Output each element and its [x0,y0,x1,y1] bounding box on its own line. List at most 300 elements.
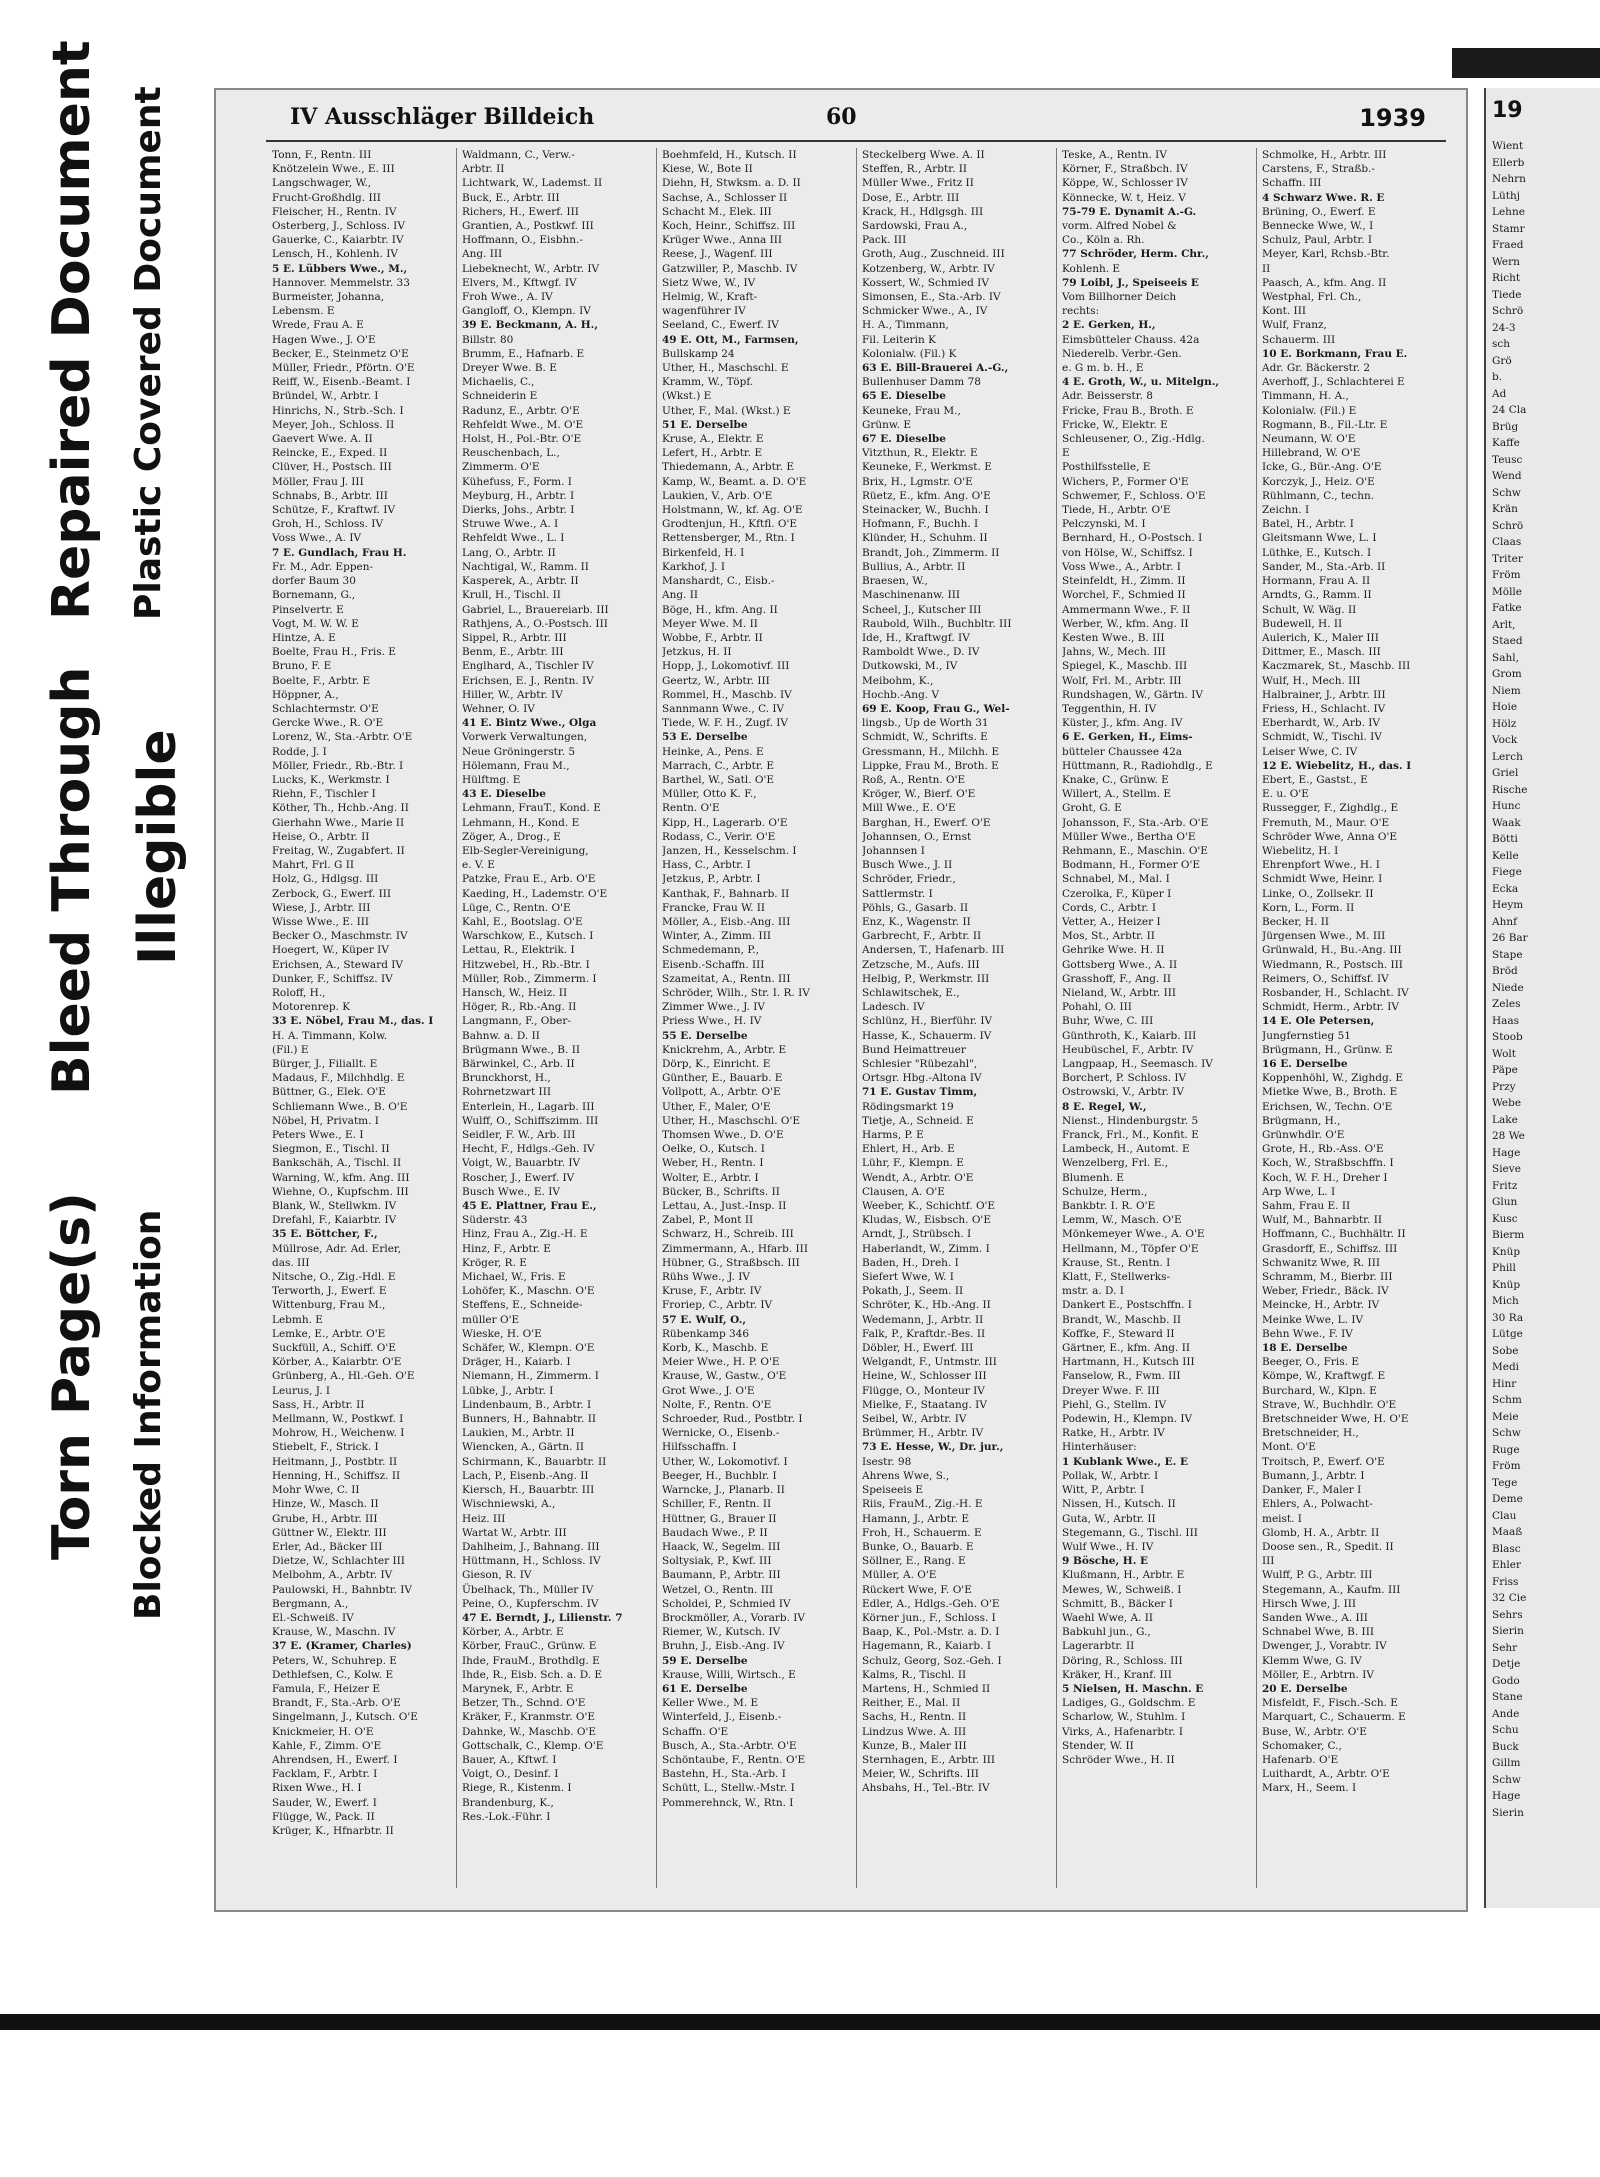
directory-entry: Schmolke, H., Arbtr. III [1262,149,1387,161]
directory-entry: Blank, W., Stellwkm. IV [272,1200,397,1213]
directory-entry: Aulerich, K., Maler III [1262,631,1379,644]
directory-entry: Stiebelt, F., Strick. I [272,1441,379,1454]
directory-entry: Wulf, Franz, [1262,319,1327,332]
column-6 [1262,148,1438,1796]
directory-entry: Groh, H., Schloss. IV [272,518,384,531]
label-illegible: Illegible [128,729,188,965]
directory-entry: Kolonialw. (Fil.) E [1262,404,1357,417]
directory-entry: Schleusener, O., Zig.-Hdlg. [1062,433,1205,446]
directory-entry: Thomsen Wwe., D. O'E [662,1129,784,1142]
directory-entry: Bretschneider Wwe, H. O'E [1262,1413,1409,1426]
directory-entry: e. G m. b. H., E [1062,362,1144,375]
directory-entry: Keuneke, F., Werkmst. E [862,461,992,474]
directory-entry: 63 E. Bill-Brauerei A.-G., [862,362,1009,375]
directory-entry: Meinke Wwe, L. IV [1262,1313,1364,1326]
directory-entry: müller O'E [462,1313,520,1326]
directory-entry: Kömpe, W., Kraftwgf. E [1262,1370,1386,1383]
directory-entry: Gabriel, L., Brauereiarb. III [462,603,609,616]
directory-entry: Hoffmann, O., Eisbhn.- [462,234,583,247]
directory-entry: Schiller, F., Rentn. II [662,1498,772,1511]
directory-entry: Wernicke, O., Eisenb.- [662,1427,780,1440]
directory-entry: Michael, W., Fris. E [462,1271,566,1284]
directory-entry: Sanden Wwe., A. III [1262,1611,1368,1624]
directory-entry: Flügge, W., Pack. II [272,1810,375,1823]
directory-entry: Melbohm, A., Arbtr. IV [272,1569,393,1582]
directory-entry: Schöntaube, F., Rentn. O'E [662,1753,806,1766]
directory-entry: Brümmer, H., Arbtr. IV [862,1427,984,1440]
directory-entry: Knötzelein Wwe., E. III [272,163,395,176]
directory-entry: Kotzenberg, W., Arbtr. IV [862,262,995,275]
fragment-entry: Glun [1492,1196,1518,1208]
directory-entry: Stegemann, G., Tischl. III [1062,1526,1198,1539]
directory-entry: Batel, H., Arbtr. I [1262,518,1354,531]
directory-entry: Baap, K., Pol.-Mstr. a. D. I [862,1626,1000,1639]
directory-entry: Famula, F., Heizer E [272,1682,381,1695]
directory-entry: Worchel, F., Schmied II [1062,589,1186,602]
directory-entry: Elvers, M., Kftwgf. IV [462,276,577,289]
directory-entry: Hüttner, G., Brauer II [662,1512,777,1525]
directory-entry: Keuneke, Frau M., [862,404,961,417]
directory-entry: Rentn. O'E [662,802,720,815]
directory-entry: Kesten Wwe., B. III [1062,631,1165,644]
directory-entry: Rixen Wwe., H. I [272,1782,362,1795]
fragment-entry: Kusc [1492,1212,1518,1225]
directory-entry: Frucht-Großhdlg. III [272,191,381,204]
directory-entry: Busch Wwe., E. IV [462,1185,560,1198]
directory-entry: Schaffn. III [1262,177,1322,190]
label-bleed-through: Bleed Through [42,666,102,1095]
directory-entry: Mönkemeyer Wwe., A. O'E [1062,1228,1205,1241]
directory-entry: Pack. III [862,234,907,247]
directory-entry: Bruhn, J., Eisb.-Ang. IV [662,1640,785,1653]
fragment-entry: 24 Cla [1492,404,1527,416]
directory-entry: Wolf, Frl. M., Arbtr. III [1062,674,1182,687]
directory-entry: 51 E. Derselbe [662,418,748,431]
directory-entry: Marynek, F., Arbtr. E [462,1682,574,1695]
directory-entry: Ostrowski, V., Arbtr. IV [1062,1086,1184,1099]
directory-entry: Paulowski, H., Bahnbtr. IV [272,1583,412,1596]
directory-entry: 57 E. Wulf, O., [662,1313,747,1326]
directory-entry: Dwenger, J., Vorabtr. IV [1262,1640,1387,1653]
directory-entry: Knickrehm, A., Arbtr. E [662,1043,787,1056]
directory-entry: Szameitat, A., Rentn. III [662,972,791,985]
directory-entry: Meier Wwe., H. P. O'E [662,1356,780,1369]
directory-entry: Gärtner, E., kfm. Ang. II [1062,1342,1190,1355]
directory-entry: Langmann, F., Ober- [462,1015,571,1028]
directory-entry: 37 E. (Kramer, Charles) [272,1640,412,1653]
fragment-entry: Wolt [1492,1047,1516,1060]
directory-entry: 18 E. Derselbe [1262,1342,1348,1355]
directory-entry: Liebeknecht, W., Arbtr. IV [462,262,600,275]
directory-entry: Lucks, K., Werkmstr. I [272,773,390,786]
directory-entry: 61 E. Derselbe [662,1682,748,1695]
directory-entry: Wetzel, O., Rentn. III [662,1583,774,1596]
fragment-entry: Arlt, [1492,618,1516,631]
directory-entry: Vom Billhorner Deich [1062,291,1177,304]
fragment-entry: Stape [1492,948,1523,961]
directory-entry: Rommel, H., Maschb. IV [662,688,792,701]
directory-entry: Rohrnetzwart III [462,1086,552,1099]
directory-entry: Haack, W., Segelm. III [662,1540,781,1553]
directory-entry: Hirsch Wwe, J. III [1262,1597,1357,1610]
directory-entry: Drefahl, F., Kaiarbtr. IV [272,1214,397,1227]
fragment-entry: Hölz [1492,717,1517,730]
directory-entry: Hilfsschaffn. I [662,1441,737,1454]
directory-entry: Andersen, T., Hafenarb. III [862,944,1005,957]
directory-entry: Welgandt, F., Untmstr. III [862,1356,997,1369]
directory-entry: Niemann, H., Zimmerm. I [462,1370,599,1383]
directory-entry: Rödingsmarkt 19 [862,1100,954,1113]
directory-entry: Fremuth, M., Maur. O'E [1262,816,1390,829]
directory-entry: Schwemer, F., Schloss. O'E [1062,489,1206,502]
directory-entry: 5 Nielsen, H. Maschn. E [1062,1682,1204,1695]
directory-entry: Heinke, A., Pens. E [662,745,764,758]
directory-entry: 79 Loibl, J., Speiseeis E [1062,276,1199,289]
adjacent-page-year: 19 [1492,98,1523,123]
directory-entry: Lindenbaum, B., Arbtr. I [462,1398,592,1411]
directory-entry: Roloff, H., [272,986,326,999]
section-title: IV Ausschläger Billdeich [290,104,595,130]
fragment-entry: Deme [1492,1493,1523,1505]
directory-entry: Pohahl, O. III [1062,1001,1132,1014]
directory-entry: Schröder, Friedr., [862,873,956,886]
directory-entry: Uther, F., Mal. (Wkst.) E [662,404,791,417]
directory-entry: Kossert, W., Schmied IV [862,276,989,289]
directory-entry: Söllner, E., Rang. E [862,1555,966,1568]
fragment-entry: Lerch [1492,750,1523,763]
directory-entry: Boelte, F., Arbtr. E [272,674,371,687]
fragment-entry: Godo [1492,1674,1520,1687]
directory-entry: Schröder Wwe, Anna O'E [1262,830,1398,843]
directory-entry: Schliemann Wwe., B. O'E [272,1100,408,1113]
fragment-entry: Stane [1492,1691,1523,1703]
directory-entry: Brumm, E., Hafnarb. E [462,347,585,360]
directory-entry: Tonn, F., Rentn. III [272,149,372,161]
directory-entry: Eisenb.-Schaffn. III [662,958,765,971]
fragment-entry: Vock [1492,734,1518,746]
directory-entry: 67 E. Dieselbe [862,433,946,446]
directory-entry: e. V. E [462,859,495,872]
directory-entry: Hiller, W., Arbtr. IV [462,688,563,701]
directory-entry: Körner jun., F., Schloss. I [862,1611,996,1624]
directory-entry: Riis, FrauM., Zig.-H. E [862,1498,983,1511]
directory-entry: Bornemann, G., [272,589,356,602]
directory-entry: Wedemann, J., Arbtr. II [862,1313,984,1326]
directory-entry: Vogt, M. W. W. E [272,617,359,630]
directory-entry: Franck, Frl., M., Konfit. E [1062,1129,1199,1142]
directory-entry: 2 E. Gerken, H., [1062,319,1156,332]
fragment-entry: Maaß [1492,1526,1523,1538]
directory-entry: Nachtigal, W., Ramm. II [462,560,589,573]
directory-entry: Krause, W., Maschn. IV [272,1626,396,1639]
directory-entry: Müller, Rob., Zimmerm. I [462,972,597,985]
directory-entry: Scheel, J., Kutscher III [862,603,982,616]
directory-entry: Hochb.-Ang. V [862,688,940,701]
fragment-entry: 26 Bar [1492,932,1528,944]
directory-entry: Schlesier "Rübezahl", [862,1058,978,1070]
directory-entry: Kräker, H., Kranf. III [1062,1668,1172,1681]
fragment-entry: Detje [1492,1658,1521,1670]
directory-entry: Erichsen, E. J., Rentn. IV [462,674,594,687]
directory-entry: Kalms, R., Tischl. II [862,1668,967,1681]
directory-entry: Brandt, F., Sta.-Arb. O'E [272,1697,401,1710]
directory-entry: Glomb, H. A., Arbtr. II [1262,1526,1380,1539]
directory-entry: Schröder Wwe., H. II [1062,1753,1175,1766]
directory-entry: Facklam, F., Arbtr. I [272,1768,378,1781]
column-2 [462,148,638,1824]
directory-entry: Günthroth, K., Kaiarb. III [1062,1029,1197,1042]
directory-entry: Schulz, Paul, Arbtr. I [1262,234,1373,247]
directory-entry: 1 Kublank Wwe., E. E [1062,1455,1188,1468]
directory-entry: Körber, A., Arbtr. E [462,1626,564,1639]
directory-entry: Brüning, O., Ewerf. E [1262,205,1376,218]
directory-entry: Blumenh. E [1062,1171,1124,1184]
directory-entry: Grünw. E [862,418,912,431]
directory-entry: Korb, K., Maschb. E [662,1342,769,1355]
directory-entry: Scholdei, P., Schmied IV [662,1597,791,1610]
directory-entry: 35 E. Böttcher, F., [272,1228,378,1241]
directory-entry: Lübke, J., Arbtr. I [462,1384,554,1397]
directory-entry: Riehn, F., Tischler I [272,788,376,801]
directory-entry: Wiencken, A., Gärtn. II [462,1441,585,1454]
fragment-entry: Ehler [1492,1559,1522,1571]
directory-entry: Eimsbütteler Chauss. 42a [1062,333,1200,346]
fragment-entry: Lütge [1492,1328,1523,1340]
fragment-entry: Heym [1492,899,1524,911]
directory-entry: Brockmöller, A., Vorarb. IV [662,1611,806,1624]
column-divider [656,148,657,1888]
directory-entry: Waldmann, C., Verw.- [462,149,575,161]
fragment-entry: Schm [1492,1394,1522,1406]
directory-entry: H. A. Timmann, Kolw. [272,1029,388,1042]
directory-entry: Neue Gröningerstr. 5 [462,745,576,758]
directory-entry: Wiedmann, R., Postsch. III [1262,958,1403,971]
directory-entry: Hüttmann, R., Radiohdlg., E [1062,759,1213,772]
directory-entry: Piehl, G., Stellm. IV [1062,1398,1167,1411]
directory-entry: Sternhagen, E., Arbtr. III [862,1753,996,1766]
fragment-entry: Lüthj [1492,189,1520,202]
directory-entry: Braesen, W., [862,575,928,588]
directory-entry: Koch, W. F. H., Dreher I [1262,1171,1388,1184]
fragment-entry: Gillm [1492,1757,1521,1769]
directory-entry: Beeger, O., Fris. E [1262,1356,1360,1369]
directory-entry: Friess, H., Schlacht. IV [1262,702,1386,715]
directory-entry: Hannover. Memmelstr. 33 [272,276,410,289]
directory-entry: Reese, J., Wagenf. III [662,248,773,261]
directory-entry: Wulff, O., Schiffszimm. III [462,1114,599,1127]
directory-entry: Steinacker, W., Buchh. I [862,504,989,517]
fragment-entry: Grö [1492,354,1512,367]
directory-entry: (Fil.) E [272,1043,309,1056]
directory-entry: Koffke, F., Steward II [1062,1327,1175,1340]
fragment-entry: Fröm [1492,1460,1521,1472]
directory-entry: Soltysiak, P., Kwf. III [662,1555,772,1568]
directory-entry: Guta, W., Arbtr. II [1062,1512,1156,1525]
directory-entry: meist. I [1262,1512,1302,1525]
directory-entry: Schauerm. III [1262,333,1336,346]
directory-entry: Korczyk, J., Heiz. O'E [1262,475,1375,488]
directory-entry: Schaffn. O'E [662,1725,729,1738]
directory-entry: Groht, G. E [1062,802,1122,815]
fragment-entry: Sobe [1492,1344,1519,1357]
directory-entry: Knickmeier, H. O'E [272,1725,374,1738]
fragment-entry: Hage [1492,1790,1521,1802]
directory-entry: 7 E. Gundlach, Frau H. [272,546,407,559]
directory-entry: Körber, A., Kaiarbtr. O'E [272,1356,402,1369]
directory-entry: Kaeding, H., Lademstr. O'E [462,887,608,900]
directory-entry: Lüge, C., Rentn. O'E [462,901,571,914]
directory-entry: Baden, H., Dreh. I [862,1256,959,1269]
directory-entry: Ehlers, A., Polwacht- [1262,1498,1373,1511]
directory-entry: Hinrichs, N., Strb.-Sch. I [272,404,404,417]
directory-entry: Lang, O., Arbtr. II [462,546,556,559]
directory-entry: Müller, Otto K. F., [662,788,757,801]
directory-entry: Fricke, Frau B., Broth. E [1062,404,1194,417]
directory-entry: Johansson, F., Sta.-Arb. O'E [1062,816,1209,829]
directory-entry: Clausen, A. O'E [862,1185,945,1198]
fragment-entry: Sierin [1492,1806,1524,1819]
fragment-entry: Medi [1492,1361,1520,1373]
directory-entry: E [1062,447,1070,460]
directory-entry: Elb-Segler-Vereinigung, [462,844,589,857]
directory-entry: Grot Wwe., J. O'E [662,1384,755,1397]
directory-entry: Zimmerm. O'E [462,461,540,474]
directory-entry: Waehl Wwe, A. II [1062,1611,1154,1624]
page-year: 1939 [1359,104,1426,132]
directory-entry: Langschwager, W., [272,177,372,190]
directory-entry: Heubüschel, F., Arbtr. IV [1062,1043,1194,1056]
directory-entry: Mill Wwe., E. O'E [862,802,956,815]
fragment-entry: Bröd [1492,965,1518,977]
directory-entry: Dittmer, E., Masch. III [1262,646,1381,659]
directory-entry: Schmitt, B., Bäcker I [1062,1597,1173,1610]
fragment-entry: Niede [1492,981,1524,994]
directory-entry: Boelte, Frau H., Fris. E [272,646,396,659]
directory-entry: Schult, W. Wäg. II [1262,603,1357,616]
directory-entry: Zerbock, G., Ewerf. III [272,887,392,900]
directory-entry: Madaus, F., Milchhdlg. E [272,1072,405,1085]
directory-entry: Halbrainer, J., Arbtr. III [1262,688,1386,701]
directory-entry: Ahsbahs, H., Tel.-Btr. IV [862,1782,990,1795]
directory-entry: Hülftmg. E [462,773,521,786]
label-plastic-covered-document: Plastic Covered Document [128,86,169,620]
directory-entry: Sachse, A., Schlosser II [662,191,788,204]
directory-entry: Adr. Gr. Bäckerstr. 2 [1262,362,1371,375]
directory-entry: Ang. III [462,248,503,261]
fragment-entry: Zeles [1492,998,1521,1010]
directory-entry: Wehner, O. IV [462,702,535,715]
directory-entry: Lach, P., Eisenb.-Ang. II [462,1469,589,1482]
directory-entry: Seeland, C., Ewerf. IV [662,319,779,332]
directory-entry: (Wkst.) E [662,390,712,403]
directory-entry: Henning, H., Schiffsz. II [272,1469,401,1482]
directory-entry: Vetter, A., Heizer I [1062,915,1161,928]
directory-entry: Becker, E., Steinmetz O'E [272,347,409,360]
directory-entry: Johannsen I [862,844,925,857]
directory-entry: Gottsberg Wwe., A. II [1062,958,1178,971]
directory-entry: rechts: [1062,305,1100,318]
fragment-entry: Tege [1492,1476,1518,1489]
directory-entry: Brügmann Wwe., B. II [462,1043,580,1056]
directory-entry: Gleitsmann Wwe, L. I [1262,532,1377,545]
directory-entry: Koch, W., Straßbschffn. I [1262,1157,1394,1170]
directory-entry: Russegger, F., Zighdlg., E [1262,802,1399,815]
directory-entry: Pöhls, G., Gasarb. II [862,901,969,914]
column-divider [856,148,857,1888]
directory-entry: Ladiges, G., Goldschm. E [1062,1697,1196,1710]
directory-entry: Döring, R., Schloss. III [1062,1654,1183,1667]
directory-entry: Singelmann, J., Kutsch. O'E [272,1711,418,1724]
directory-entry: Helbig, P., Werkmstr. III [862,972,990,985]
directory-entry: Wittenburg, Frau M., [272,1299,386,1312]
directory-entry: Sietz Wwe, W., IV [662,276,756,289]
directory-entry: 45 E. Plattner, Frau E., [462,1200,597,1213]
directory-entry: 33 E. Nöbel, Frau M., das. I [272,1015,434,1028]
directory-entry: Büttner, G., Elek. O'E [272,1086,386,1099]
fragment-entry: Fritz [1492,1179,1518,1192]
directory-entry: Weber, H., Rentn. I [662,1157,764,1170]
directory-entry: Schäfer, W., Klempn. O'E [462,1342,595,1355]
directory-entry: Lühr, F., Klempn. E [862,1157,964,1170]
directory-entry: Krause, W., Gastw., O'E [662,1370,787,1383]
directory-entry: Mohr Wwe, C. II [272,1484,360,1497]
directory-entry: Höppner, A., [272,688,339,701]
directory-entry: Barghan, H., Ewerf. O'E [862,816,991,829]
directory-entry: Dreyer Wwe. F. III [1062,1384,1160,1397]
directory-entry: Riemer, W., Kutsch. IV [662,1626,781,1639]
directory-entry: Tiede, W. F. H., Zugf. IV [662,717,789,730]
fragment-entry: Wern [1492,255,1520,268]
fragment-entry: Hunc [1492,800,1521,812]
directory-entry: Schomaker, C., [1262,1739,1342,1752]
directory-entry: Siegmon, E., Tischl. II [272,1143,390,1156]
directory-entry: Wichers, P., Former O'E [1062,475,1189,488]
directory-entry: Karkhof, J. I [662,560,725,573]
directory-entry: Sander, M., Sta.-Arb. II [1262,560,1386,573]
directory-entry: Krull, H., Tischl. II [462,589,561,602]
fragment-entry: Tiede [1492,288,1522,301]
directory-entry: 5 E. Lübbers Wwe., M., [272,262,408,275]
directory-entry: Posthilfsstelle, E [1062,461,1151,474]
adjacent-page-fragment [1484,88,1600,1908]
directory-entry: Froh Wwe., A. IV [462,291,553,304]
directory-entry: Virks, A., Hafenarbtr. I [1062,1725,1183,1738]
directory-entry: 55 E. Derselbe [662,1029,748,1042]
directory-entry: Bund Heimattreuer [862,1043,966,1056]
directory-entry: Rückert Wwe, F. O'E [862,1583,972,1596]
directory-entry: Averhoff, J., Schlachterei E [1262,376,1405,389]
directory-entry: Rübenkamp 346 [662,1327,750,1340]
directory-entry: Küster, J., kfm. Ang. IV [1062,717,1183,730]
directory-entry: Kont. III [1262,305,1306,318]
directory-entry: Hölemann, Frau M., [462,759,570,772]
top-dark-block [1452,48,1600,78]
directory-entry: Dörp, K., Einricht. E [662,1058,771,1070]
directory-entry: Krause, St., Rentn. I [1062,1256,1171,1269]
directory-entry: Müller, A. O'E [862,1569,937,1582]
directory-entry: Timmann, H. A., [1262,390,1349,403]
directory-entry: Bründel, W., Arbtr. I [272,390,379,403]
directory-entry: Sass, H., Arbtr. II [272,1398,365,1411]
directory-entry: Sauder, W., Ewerf. I [272,1796,377,1809]
directory-entry: Troitsch, P., Ewerf. O'E [1262,1455,1385,1468]
directory-entry: Jürgensen Wwe., M. III [1262,930,1386,943]
directory-entry: Lefert, H., Arbtr. E [662,447,763,460]
directory-entry: Becker, H. II [1262,915,1330,928]
directory-entry: Kasperek, A., Arbtr. II [462,575,579,588]
directory-entry: Buck, E., Arbtr. III [462,191,560,204]
directory-entry: Keller Wwe., M. E [662,1697,759,1710]
